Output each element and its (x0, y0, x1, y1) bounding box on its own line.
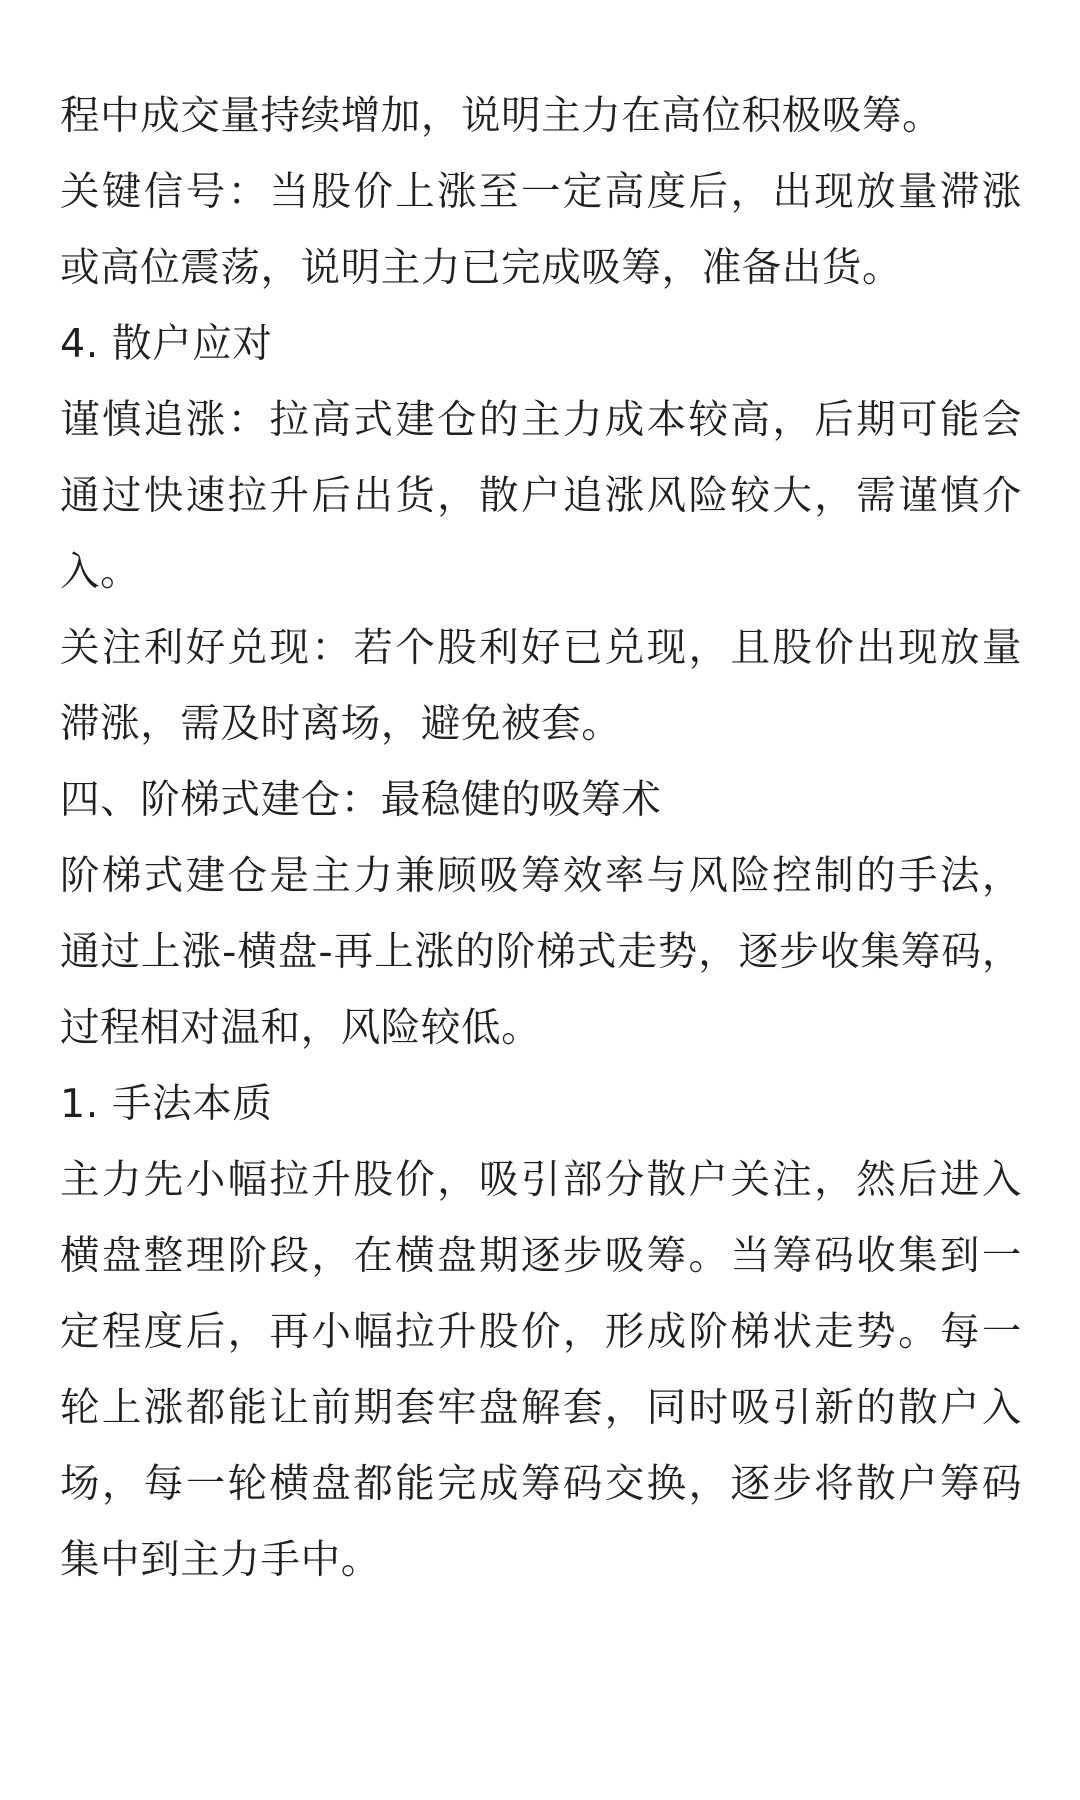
paragraph-cautious-chasing: 谨慎追涨：拉高式建仓的主力成本较高，后期可能会通过快速拉升后出货，散户追涨风险较大，需谨慎介入。 (60, 397, 1022, 595)
paragraph-method-essence: 主力先小幅拉升股价，吸引部分散户关注，然后进入横盘整理阶段，在横盘期逐步吸筹。当筹码收集到一定程度后，再小幅拉升股价，形成阶梯状走势。每一轮上涨都能让前期套牢盘解套，同时吸引新的散户入场，每一轮横盘都能完成筹码交换，逐步将散户筹码集中到主力手中。 (60, 1157, 1022, 1583)
heading-method-essence: 1. 手法本质 (60, 1081, 273, 1127)
article-body (60, 78, 1022, 1598)
paragraph-good-news-realization: 关注利好兑现：若个股利好已兑现，且股价出现放量滞涨，需及时离场，避免被套。 (60, 625, 1022, 747)
heading-section-four: 四、阶梯式建仓：最稳健的吸筹术 (60, 777, 662, 823)
paragraph-ladder-intro: 阶梯式建仓是主力兼顾吸筹效率与风险控制的手法，通过上涨-横盘-再上涨的阶梯式走势，逐步收集筹码，过程相对温和，风险较低。 (60, 853, 1022, 1051)
paragraph-key-signal: 关键信号：当股价上涨至一定高度后，出现放量滞涨或高位震荡，说明主力已完成吸筹，准备出货。 (60, 169, 1022, 291)
heading-retail-response: 4. 散户应对 (60, 321, 273, 367)
paragraph-volume-increase: 程中成交量持续增加，说明主力在高位积极吸筹。 (60, 93, 943, 139)
